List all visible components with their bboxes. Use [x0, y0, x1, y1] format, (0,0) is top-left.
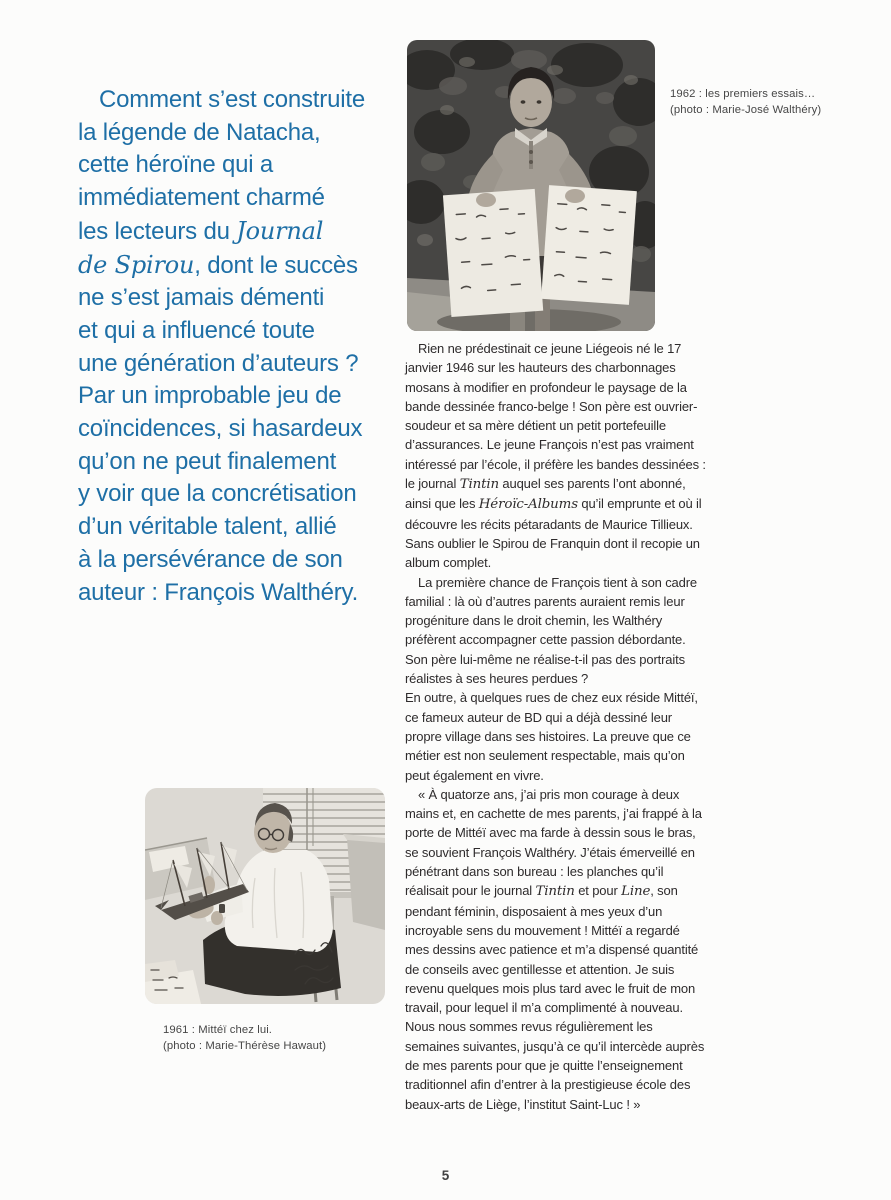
intro-line: la légende de Natacha, [78, 118, 321, 146]
intro-line: d’un véritable talent, allié [78, 513, 337, 541]
intro-line: immédiatement charmé [78, 184, 325, 212]
intro-line: une génération d’auteurs ? [78, 349, 359, 377]
photo-1961-mittei [145, 788, 385, 1004]
man-with-ship-model-illustration [145, 788, 385, 1004]
intro-text [78, 84, 408, 609]
intro-line: auteur : François Walthéry. [78, 578, 359, 606]
intro-line: de Spirou, dont le succès [78, 250, 358, 279]
intro-line: à la persévérance de son [78, 545, 343, 573]
intro-line: qu’on ne peut finalement [78, 447, 337, 475]
intro-line: cette héroïne qui a [78, 151, 274, 179]
intro-line: Comment s’est construite [99, 86, 365, 113]
intro-line: et qui a influencé toute [78, 316, 315, 344]
body-paragraph: La première chance de François tient à son cadre familial : là où d’autres parents auraient remis leur progéniture dans le droit chemin, les Walthéry préfèrent accompagner cette passion débordante. Son père lui-même ne réalise-t-il pas des portraits réalistes à ses heures perdues ? [405, 574, 697, 687]
intro-line: y voir que la concrétisation [78, 480, 357, 508]
intro-line: ne s’est jamais démenti [78, 284, 325, 312]
intro-line: Par un improbable jeu de [78, 382, 342, 410]
body-paragraph: Rien ne prédestinait ce jeune Liégeois né le 17 janvier 1946 sur les hauteurs des charbonnages mosans à modifier en profondeur le paysage de la bande dessinée franco-belge ! Son père est ouvrier-soudeur et sa mère détient un petit portefeuille d’assurances. Le jeune François n’est pas vraiment intéressé par l’école, il préfère les bandes dessinées : le journal Tintin auquel ses parents l’ont abonné, ainsi que les Héroïc-Albums qu’il emprunte et où il découvre les récits pétaradants de Maurice Tillieux. Sans oublier le Spirou de Franquin dont il recopie un album complet. [405, 341, 706, 571]
intro-line: coïncidences, si hasardeux [78, 415, 363, 443]
photo-1962-premiers-essais [407, 40, 655, 331]
caption-line: 1962 : les premiers essais… [670, 88, 816, 100]
photo-caption-1962 [670, 87, 885, 118]
boy-with-drawings-illustration [407, 40, 655, 331]
caption-line: (photo : Marie-José Walthéry) [670, 103, 822, 116]
caption-line: 1961 : Mittéï chez lui. [163, 1024, 273, 1036]
page-number: 5 [441, 1168, 450, 1183]
body-paragraph: « À quatorze ans, j’ai pris mon courage à deux mains et, en cachette de mes parents, j’ai frappé à la porte de Mittéï avec ma farde à dessin sous le bras, se souvient François Walthéry. J’étais émerveillé en pénétrant dans son bureau : les planches qu’il réalisait pour le journal Tintin et pour Line, son pendant féminin, disposaient à mes yeux d’un incroyable sens du mouvement ! Mittéï a regardé mes dessins avec patience et m’a dispensé quantité de conseils avec gentillesse et attention. Je suis revenu quelques mois plus tard avec le fruit de mon travail, pour lequel il m’a complimenté à nouveau. Nous nous sommes revus régulièrement les semaines suivantes, jusqu’à ce qu’il intercède auprès de mes parents pour que je quitte l’enseignement traditionnel afin d’entrer à la prestigieuse école des beaux-arts de Liège, l’institut Saint-Luc ! » [405, 786, 705, 1112]
photo-caption-1961 [163, 1023, 393, 1054]
body-paragraph: En outre, à quelques rues de chez eux réside Mittéï, ce fameux auteur de BD qui a déjà dessiné leur propre village dans ses histoires. La preuve que ce métier est non seulement respectable, mais qu’on peut également en vivre. [405, 690, 698, 783]
caption-line: (photo : Marie-Thérèse Hawaut) [163, 1039, 327, 1052]
intro-line: les lecteurs du Journal [78, 216, 324, 245]
article-body [405, 339, 707, 1114]
